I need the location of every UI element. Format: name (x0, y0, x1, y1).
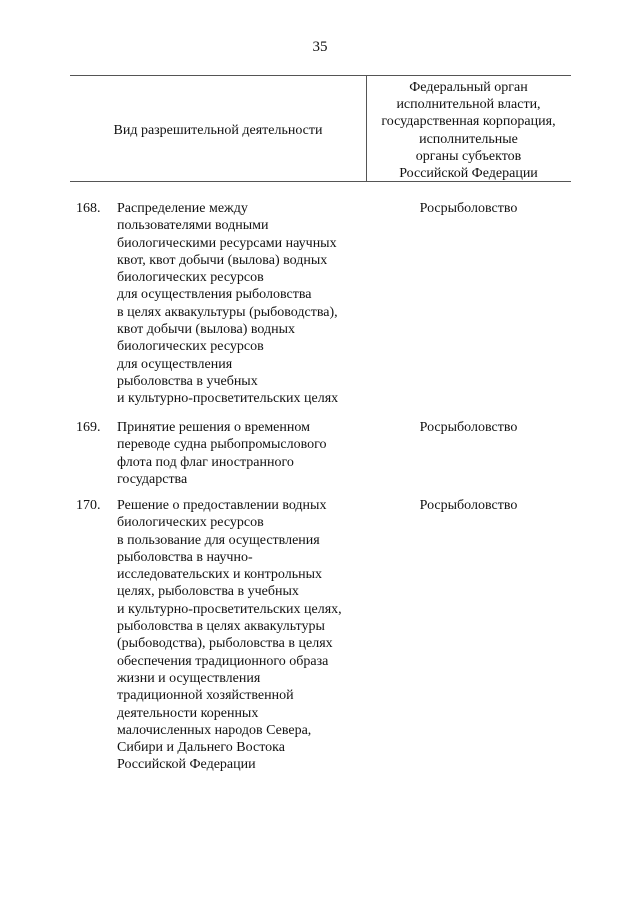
row-authority: Росрыболовство (419, 201, 518, 216)
description-line: рыболовства в научно- (117, 549, 253, 565)
column-header-authority-line: Федеральный орган (409, 80, 528, 95)
description-line: государства (117, 471, 188, 487)
description-line: традиционной хозяйственной (117, 688, 294, 704)
row-number: 168. (76, 201, 101, 216)
description-line: Сибири и Дальнего Востока (117, 740, 285, 756)
row-description (117, 419, 367, 488)
description-line: жизни и осуществления (117, 670, 261, 686)
description-line: малочисленных народов Севера, (117, 722, 312, 738)
column-header-authority-line: Российской Федерации (399, 166, 538, 182)
description-line: и культурно-просветительских целях, (117, 601, 342, 617)
description-line: флота под флаг иностранного (117, 454, 294, 470)
column-header-authority-line: государственная корпорация, (381, 114, 556, 130)
description-line: деятельности коренных (117, 705, 259, 721)
description-line: Распределение между (117, 201, 248, 216)
description-line: биологических ресурсов (117, 339, 264, 355)
description-line: биологическими ресурсами научных (117, 235, 337, 251)
description-line: переводе судна рыбопромыслового (117, 437, 327, 453)
table-header-top-rule (70, 75, 571, 76)
row-number: 169. (76, 420, 101, 435)
column-header-authority (366, 79, 571, 182)
column-header-activity-type: Вид разрешительной деятельности (113, 123, 323, 138)
description-line: в целях аквакультуры (рыбоводства), (117, 304, 338, 320)
description-line: биологических ресурсов (117, 270, 264, 286)
page-number: 35 (312, 39, 328, 55)
description-line: пользователями водными (117, 218, 269, 234)
description-line: исследовательских и контрольных (117, 567, 322, 583)
description-line: Принятие решения о временном (117, 420, 310, 435)
description-line: рыболовства в учебных (117, 373, 258, 389)
column-header-authority-line: органы субъектов (415, 148, 522, 164)
description-line: рыболовства в целях аквакультуры (117, 619, 325, 635)
column-header-authority-line: исполнительной власти, (396, 97, 541, 113)
row-description (117, 497, 367, 774)
description-line: квот, квот добычи (вылова) водных (117, 252, 328, 268)
description-line: и культурно-просветительских целях (117, 391, 339, 407)
description-line: Российской Федерации (117, 757, 256, 773)
description-line: в пользование для осуществления (117, 532, 320, 548)
description-line: целях, рыболовства в учебных (117, 584, 299, 600)
row-number: 170. (76, 498, 101, 513)
description-line: обеспечения традиционного образа (117, 653, 329, 669)
column-header-authority-line: исполнительные (419, 131, 518, 147)
description-line: (рыбоводства), рыболовства в целях (117, 636, 333, 652)
row-description (117, 200, 367, 408)
description-line: биологических ресурсов (117, 515, 264, 531)
row-authority: Росрыболовство (419, 420, 518, 435)
description-line: квот добычи (вылова) водных (117, 322, 296, 338)
description-line: Решение о предоставлении водных (117, 498, 327, 513)
description-line: для осуществления рыболовства (117, 287, 312, 303)
row-authority: Росрыболовство (419, 498, 518, 513)
description-line: для осуществления (117, 356, 233, 372)
